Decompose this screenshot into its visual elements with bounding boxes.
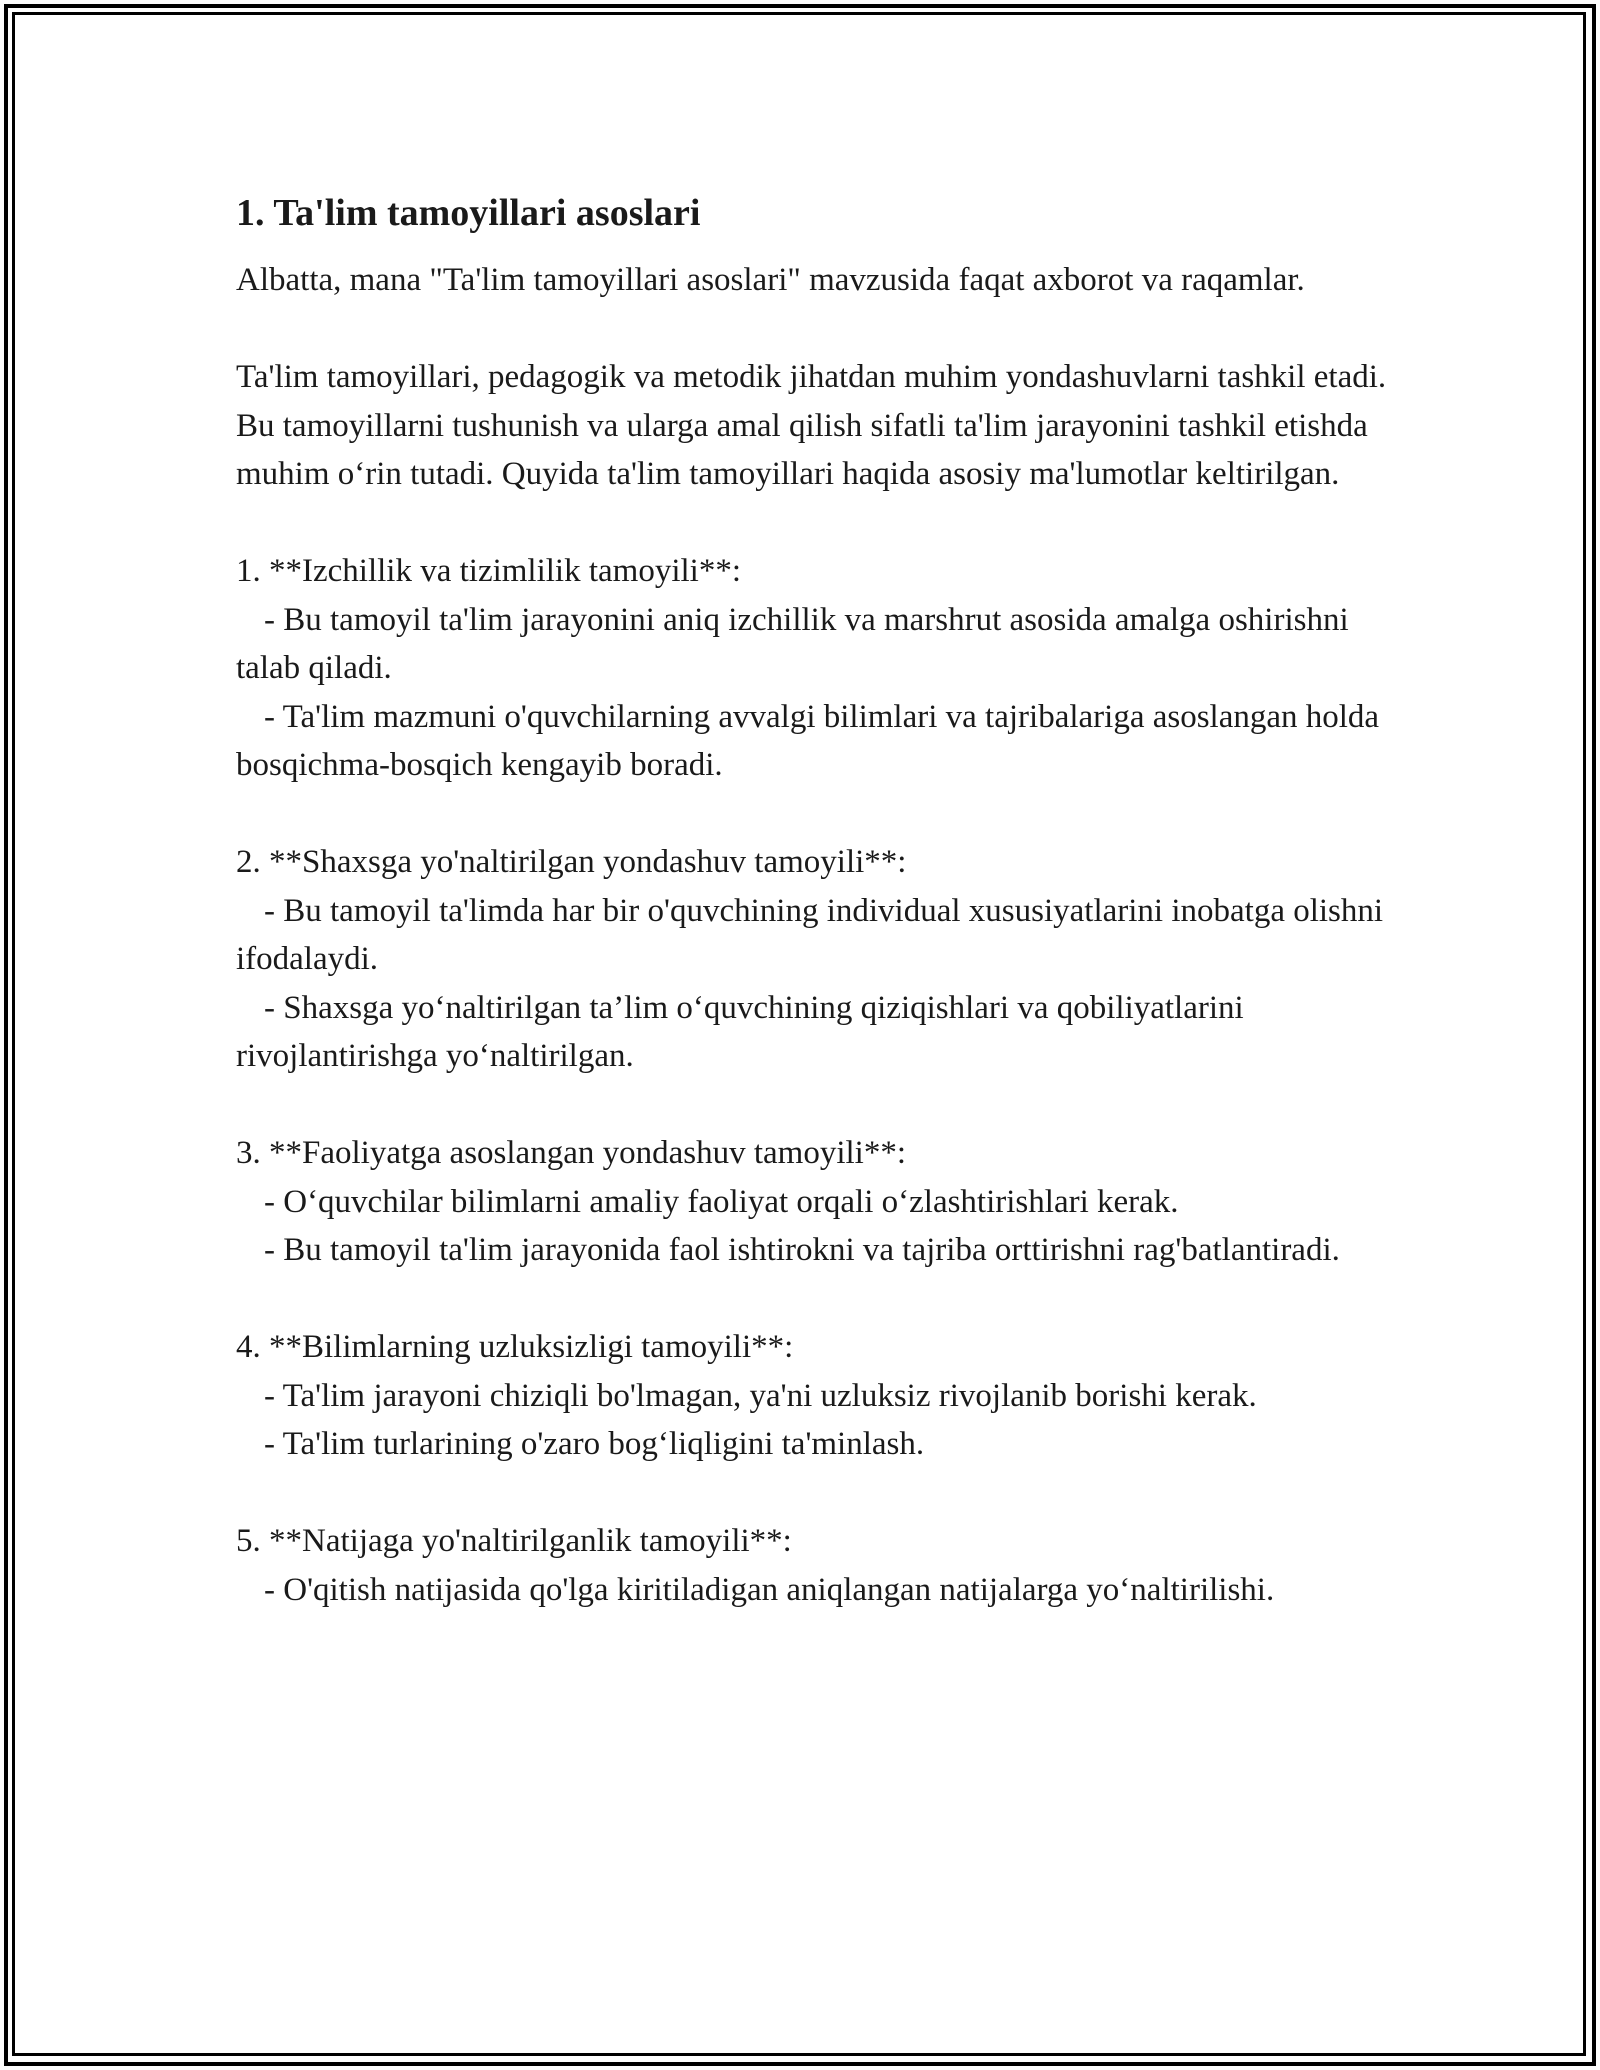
principle-bullet: - Ta'lim turlarining o'zaro bog‘liqligini ta'minlash. [264,1426,925,1462]
principle-bullet: - Bu tamoyil ta'limda har bir o'quvchining individual xususiyatlarini inobatga olishni ifodalaydi. [236,892,1384,977]
principle-heading: 2. **Shaxsga yo'naltirilgan yondashuv tamoyili**: [236,844,907,880]
document-page [236,188,1416,1663]
principle-section-3 [236,1129,1416,1275]
document-title: 1. Ta'lim tamoyillari asoslari [236,192,701,234]
principle-section-5 [236,1517,1416,1614]
principle-heading: 5. **Natijaga yo'naltirilganlik tamoyili**: [236,1523,792,1559]
principle-section-2 [236,838,1416,1081]
principle-bullet: - Ta'lim jarayoni chiziqli bo'lmagan, ya'ni uzluksiz rivojlanib borishi kerak. [264,1377,1257,1414]
principle-bullet: - O'qitish natijasida qo'lga kiritiladigan aniqlangan natijalarga yo‘naltirilishi. [264,1571,1275,1608]
overview-paragraph: Ta'lim tamoyillari, pedagogik va metodik jihatdan muhim yondashuvlarni tashkil etadi. Bu tamoyillarni tushunish va ularga amal qilish sifatli ta'lim jarayonini tashkil etishda muhim o‘rin tutadi. Quyida ta'lim tamoyillari haqida asosiy ma'lumotlar keltirilgan. [236,359,1387,492]
principle-heading: 3. **Faoliyatga asoslangan yondashuv tamoyili**: [236,1135,906,1171]
principle-bullet: - Ta'lim mazmuni o'quvchilarning avvalgi bilimlari va tajribalariga asoslangan holda bosqichma-bosqich kengayib boradi. [236,698,1380,783]
principle-heading: 4. **Bilimlarning uzluksizligi tamoyili**: [236,1329,794,1365]
principle-section-4 [236,1323,1416,1469]
principle-bullet: - Bu tamoyil ta'lim jarayonida faol ishtirokni va tajriba orttirishni rag'batlantiradi. [264,1232,1340,1268]
principle-bullet: - O‘quvchilar bilimlarni amaliy faoliyat orqali o‘zlashtirishlari kerak. [264,1183,1179,1220]
principle-heading: 1. **Izchillik va tizimlilik tamoyili**: [236,553,742,589]
principle-bullet: - Shaxsga yo‘naltirilgan ta’lim o‘quvchining qiziqishlari va qobiliyatlarini rivojlantirishga yo‘naltirilgan. [236,989,1244,1074]
intro-paragraph: Albatta, mana "Ta'lim tamoyillari asoslari" mavzusida faqat axborot va raqamlar. [236,262,1305,298]
principle-bullet: - Bu tamoyil ta'lim jarayonini aniq izchillik va marshrut asosida amalga oshirishni talab qiladi. [236,601,1349,686]
principle-section-1 [236,547,1416,790]
